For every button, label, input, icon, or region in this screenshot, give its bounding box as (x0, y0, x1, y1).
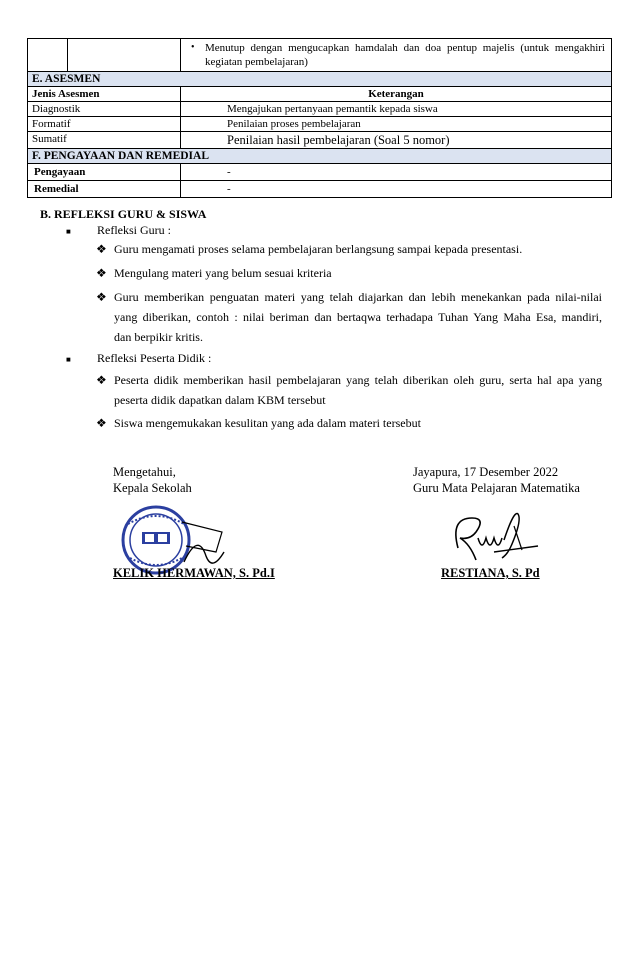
sig-left-line2: Kepala Sekolah (113, 481, 192, 495)
guru-point-1: Guru mengamati proses selama pembelajaran berlangsung sampai kepada presentasi. (114, 242, 523, 256)
sig-right-name: RESTIANA, S. Pd (441, 566, 540, 580)
guru-point-2: Mengulang materi yang belum sesuai kriteria (114, 266, 332, 280)
refleksi-siswa-label: Refleksi Peserta Didik : (97, 351, 212, 365)
col-jenis-asesmen: Jenis Asesmen (28, 87, 181, 102)
asesmen-section-header: E. ASESMEN (28, 72, 612, 87)
table-row: Formatif Penilaian proses pembelajaran (28, 117, 612, 132)
refleksi-title: B. REFLEKSI GURU & SISWA (40, 207, 207, 221)
col-keterangan: Keterangan (181, 87, 612, 102)
table-row: Pengayaan - (28, 164, 612, 181)
rpp-table (27, 38, 612, 198)
square-bullet-icon: ■ (66, 355, 71, 364)
sig-left-line1: Mengetahui, (113, 465, 176, 479)
sig-left-name: KELIK HERMAWAN, S. Pd.I (113, 566, 275, 580)
guru-point-3-line-2: yang diberikan, contoh : nilai beriman dan bertaqwa terhadapa Tuhan Yang Maha Esa, mandiri, (114, 310, 602, 324)
siswa-point-1-line-1: Peserta didik memberikan hasil pembelajaran yang telah diberikan oleh guru, serta hal apa yang (114, 373, 602, 387)
closing-text: Menutup dengan mengucapkan hamdalah dan doa pentup majelis (untuk mengakhiri kegiatan pembelajaran) (205, 42, 605, 68)
bullet-dot: • (191, 42, 195, 53)
diamond-bullet-icon: ❖ (96, 242, 107, 256)
diamond-bullet-icon: ❖ (96, 373, 107, 387)
guru-point-3-line-3: dan berpikir kritis. (114, 330, 203, 344)
square-bullet-icon: ■ (66, 227, 71, 236)
sig-right-line1: Jayapura, 17 Desember 2022 (413, 465, 559, 479)
diamond-bullet-icon: ❖ (96, 266, 107, 280)
pengayaan-section-header: F. PENGAYAAN DAN REMEDIAL (28, 149, 612, 164)
siswa-point-1-line-2: peserta didik dapatkan dalam KBM tersebut (114, 393, 326, 407)
table-row: Remedial - (28, 181, 612, 198)
refleksi-guru-label: Refleksi Guru : (97, 223, 171, 237)
guru-point-3-line-1: Guru memberikan penguatan materi yang telah diajarkan dan lebih menekankan pada nilai-nilai (114, 290, 602, 304)
asesmen-column-headers (28, 87, 612, 102)
signature-restiana-icon (444, 508, 544, 572)
diamond-bullet-icon: ❖ (96, 290, 107, 304)
diamond-bullet-icon: ❖ (96, 416, 107, 430)
closing-row (28, 39, 612, 72)
siswa-point-2: Siswa mengemukakan kesulitan yang ada dalam materi tersebut (114, 416, 421, 430)
table-row: Sumatif Penilaian hasil pembelajaran (Soal 5 nomor) (28, 132, 612, 149)
table-row: Diagnostik Mengajukan pertanyaan pemantik kepada siswa (28, 102, 612, 117)
sig-right-line2: Guru Mata Pelajaran Matematika (413, 481, 580, 495)
